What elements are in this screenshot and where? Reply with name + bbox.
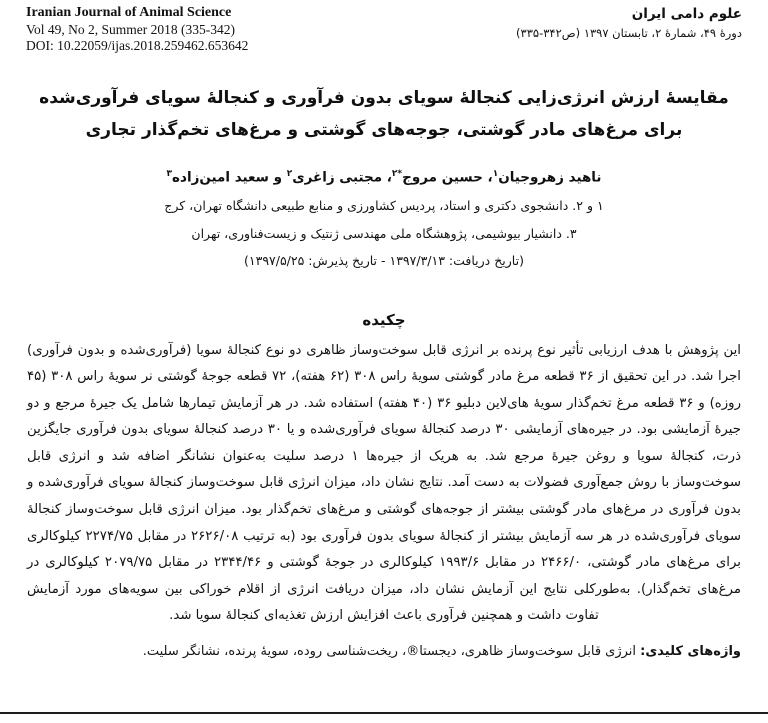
article-title: مقایسۀ ارزش انرژی‌زایی کنجالۀ سویای بدون فرآوری و کنجالۀ سویای فرآوری‌شده برای مرغ‌های مادر گوشتی، جوجه‌های گوشتی و مرغ‌های تخم‌گذار تجاری [39,87,729,140]
journal-header-fa [516,5,742,42]
journal-header [0,0,768,55]
abstract-text: این پژوهش با هدف ارزیابی تأثیر نوع پرنده بر انرژی قابل سوخت‌وساز ظاهری دو نوع کنجالۀ سویا (فرآوری‌شده و بدون فرآوری) اجرا شد. در این تحقیق از ۳۶ قطعه مرغ مادر گوشتی سویۀ راس ۳۰۸ (۶۲ هفته)، ۷۲ قطعه جوجۀ گوشتی نر سویۀ راس ۳۰۸ (۴۵ روزه) و ۳۶ قطعه مرغ تخم‌گذار سویۀ های‌لاین دبلیو ۳۶ (۴۰ هفته) استفاده شد. در هر آزمایش تیمارها شامل یک جیرۀ مرجع و دو جیرۀ آزمایشی بود. در جیره‌های آزمایشی ۳۰ درصد کنجالۀ سویای فرآوری‌شده و یا ۳۰ درصد کنجالۀ سویای بدون فرآوری جایگزین ذرت، کنجالۀ سویا و روغن جیرۀ مرجع شد. به هریک از جیره‌ها ۱ درصد سلیت به‌عنوان نشانگر اضافه شد و انرژی قابل سوخت‌وساز با روش جمع‌آوری فضولات به دست آمد. نتایج نشان داد، میزان انرژی قابل سوخت‌وساز کنجالۀ سویای فرآوری‌شده و بدون فرآوری در مرغ‌های مادر گوشتی بیشتر از جوجه‌های گوشتی و مرغ‌های تخم‌گذار بود. میزان انرژی قابل سوخت‌وساز کنجالۀ سویای فرآوری‌شده در هر سه آزمایش بیشتر از کنجالۀ سویای بدون فرآوری بود (به ترتیب ۲۶۲۶/۰۸ در مقابل ۲۲۷۴/۷۵ کیلوکالری برای مرغ‌های مادر گوشتی، ۲۴۶۶/۰ در مقابل ۱۹۹۳/۶ کیلوکالری در جوجۀ گوشتی و ۲۳۴۴/۴۶ در مقابل ۲۰۷۹/۷۵ کیلوکالری در مرغ‌های تخم‌گذار). به‌طورکلی نتایج این آزمایش نشان داد، میزان دریافت انرژی از اقلام خوراکی بین سویه‌های مورد آزمایش تفاوت داشت و همچنین فرآوری باعث افزایش ارزش تغذیه‌ای کنجالۀ سویا شد. [27,342,742,624]
keywords-line [27,644,741,659]
journal-header-en [26,5,248,55]
affiliations-block [0,192,768,275]
authors-line: ناهید زهروجیان$^۱$، حسین مروج$^{*۲}$، مجتبی زاغری$^۲$ و سعید امین‌زاده$^۳$ [166,168,602,185]
bottom-rule [0,712,768,714]
journal-title-fa: علوم دامی ایران [631,6,742,22]
abstract-heading: چکیده [362,310,406,329]
author-affiliation-mark: ۱ [492,168,499,179]
keywords-text: انرژی قابل سوخت‌وساز ظاهری، دیجستا®، ریخت‌شناسی روده، سویۀ پرنده، نشانگر سلیت. [142,644,641,660]
author-affiliation-mark: ۳ [166,168,173,179]
dates-line: (تاریخ دریافت: ۱۳۹۷/۳/۱۳ - تاریخ پذیرش: ۱۳۹۷/۵/۲۵) [244,253,524,268]
author-name: مجتبی زاغری [292,169,383,185]
author-name: ناهید زهروجیان [498,169,602,185]
author-affiliation-mark: *۲ [391,168,403,179]
journal-title-en: Iranian Journal of Animal Science [26,5,232,20]
journal-issue-fa: دورۀ ۴۹، شمارۀ ۲، تابستان ۱۳۹۷ (ص۳۴۲-۳۳۵) [516,26,742,40]
author-affiliation-mark: ۲ [286,168,293,179]
author-name: سعید امین‌زاده [172,169,269,185]
journal-doi: DOI: 10.22059/ijas.2018.259462.653642 [26,38,249,53]
author-name: حسین مروج [402,169,483,185]
affiliation-line-2: ۳. دانشیار بیوشیمی، پژوهشگاه ملی مهندسی ژنتیک و زیست‌فناوری، تهران [191,225,577,241]
affiliation-line-1: ۱ و ۲. دانشجوی دکتری و استاد، پردیس کشاورزی و منابع طبیعی دانشگاه تهران، کرج [164,198,604,213]
journal-issue-en: Vol 49, No 2, Summer 2018 (335-342) [26,21,235,37]
keywords-label: واژه‌های کلیدی: [640,644,741,660]
